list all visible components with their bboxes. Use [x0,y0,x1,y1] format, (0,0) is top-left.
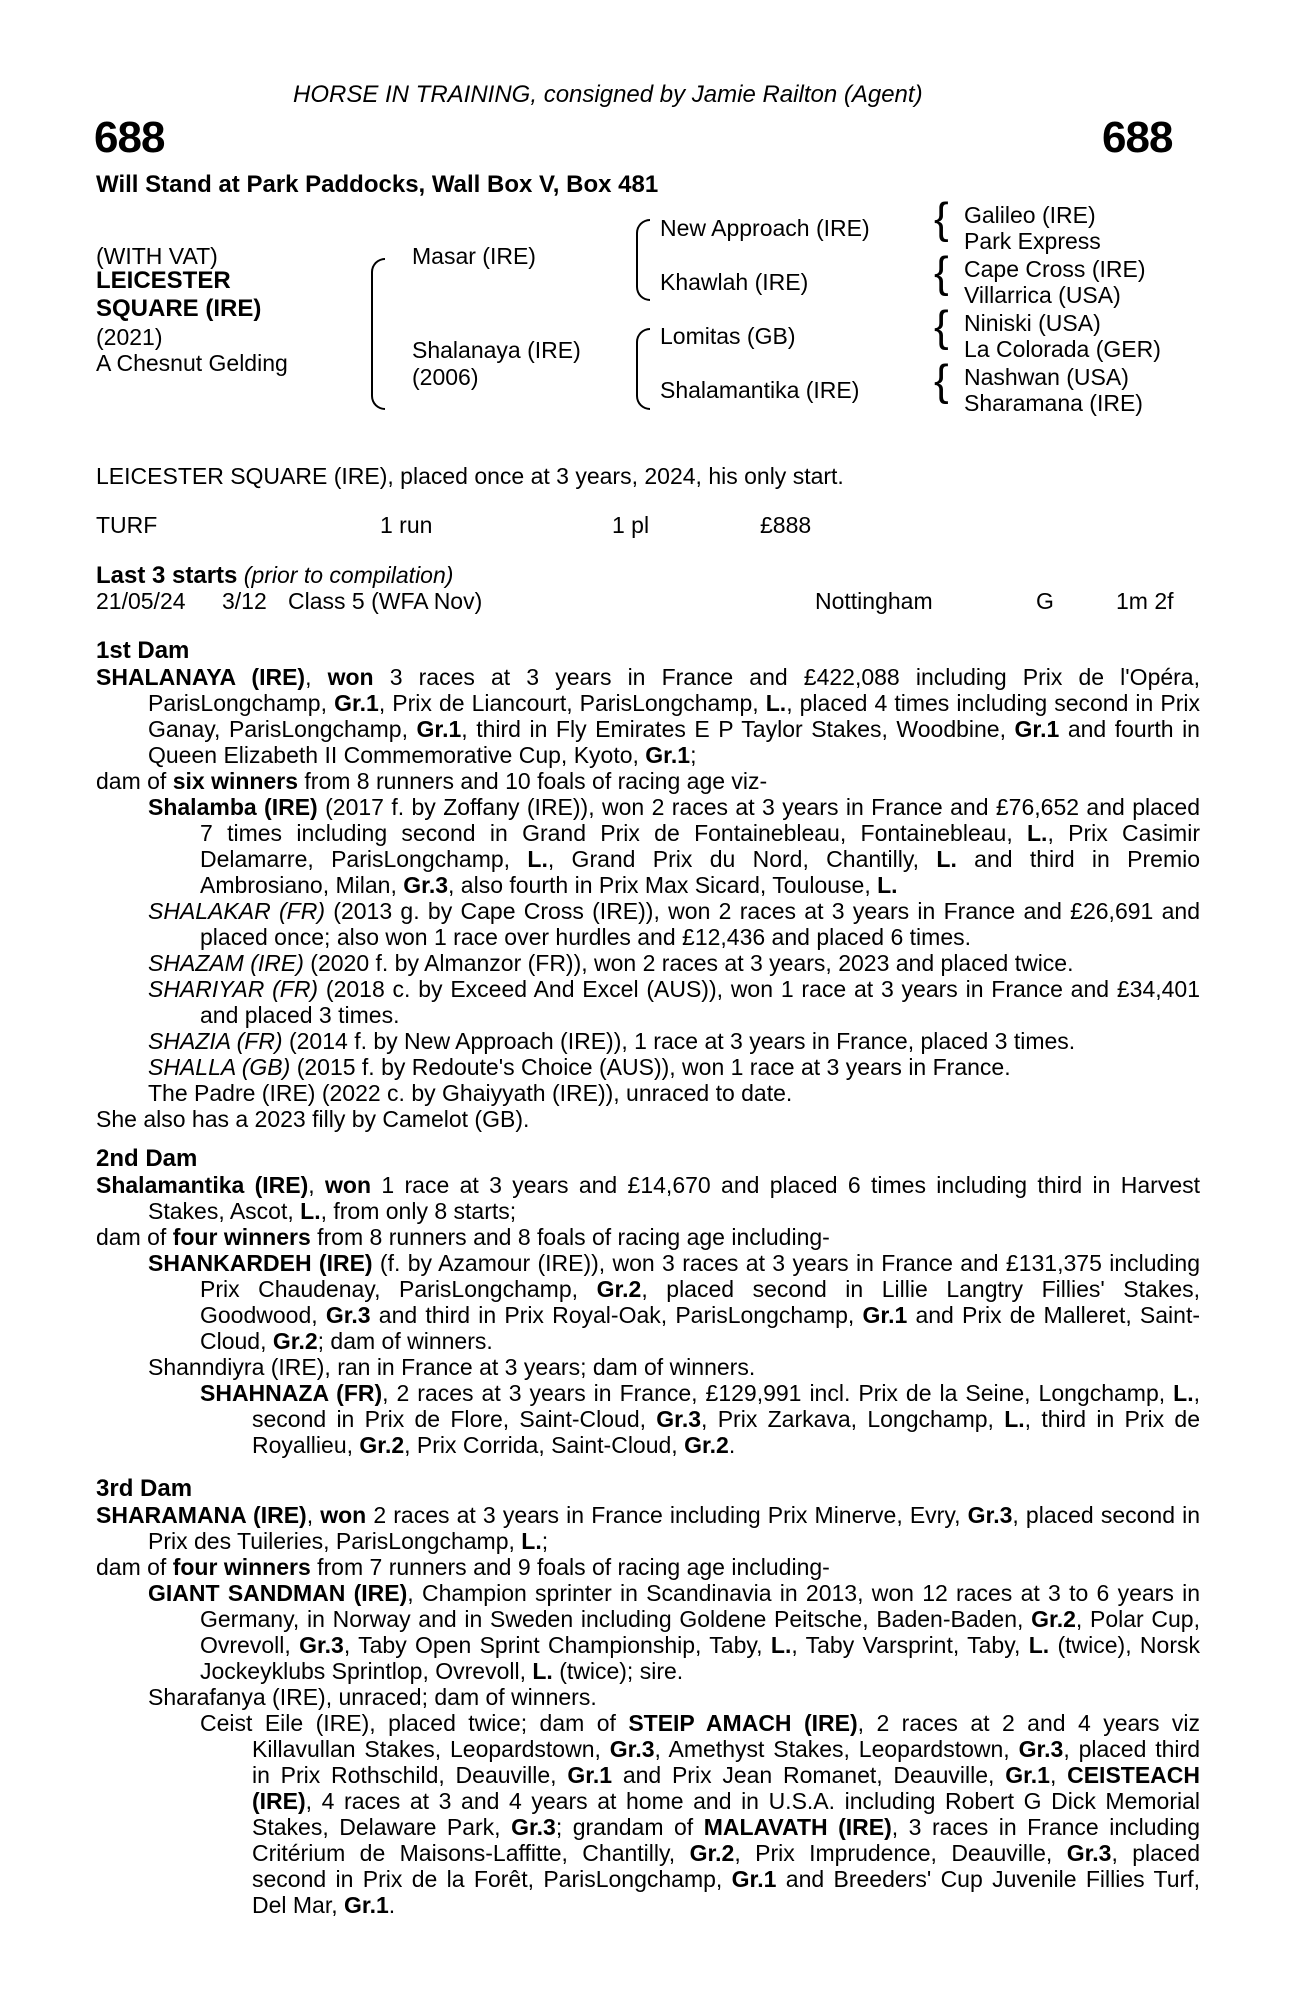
sdd: Villarrica (USA) [964,282,1121,308]
ssd: Park Express [964,228,1101,254]
dam-sire: Lomitas (GB) [660,323,796,349]
third-dam-record: SHARAMANA (IRE), won 2 races at 3 years in France including Prix Minerve, Evry, Gr.3, placed second in Prix des Tuileries, ParisLongchamp, L.; [96,1502,1201,1554]
lot-number-left: 688 [94,113,165,162]
first-dam-produce-summary: dam of six winners from 8 runners and 10 foals of racing age viz- [96,768,768,794]
horse-description: A Chesnut Gelding [96,350,288,376]
record-runs: 1 run [380,512,433,538]
produce-giant-sandman: GIANT SANDMAN (IRE), Champion sprinter in Scandinavia in 2013, won 12 races at 3 to 6 years in Germany, in Norway and in Sweden including Goldene Peitsche, Baden-Baden, Gr.2, Polar Cup, Ovrevoll, Gr.3, Taby Open Sprint Championship, Taby, L., Taby Varsprint, Taby, L. (twice), Norsk Jockeyklubs Sprintlop, Ovrevoll, L. (twice); sire. [148,1580,1200,1684]
third-dam-section [96,1476,1200,1918]
race-summary: LEICESTER SQUARE (IRE), placed once at 3 years, 2024, his only start. [96,463,844,489]
pedigree-brace-sire [636,219,650,301]
produce-shanndiyra: Shanndiyra (IRE), ran in France at 3 years; dam of winners. [148,1354,756,1380]
produce-shariyar: SHARIYAR (FR) (2018 c. by Exceed And Excel (AUS)), won 1 race at 3 years in France and £34,401 and placed 3 times. [148,976,1200,1028]
horse-year: (2021) [96,324,163,350]
vat-label: (WITH VAT) [96,243,218,269]
dam-name: SHALANAYA (IRE) [96,664,306,690]
start-date: 21/05/24 [96,588,186,614]
horse-name-line1: LEICESTER [96,267,231,294]
sire-sire: New Approach (IRE) [660,215,870,241]
start-course: Nottingham [815,588,933,614]
sss: Galileo (IRE) [964,202,1096,228]
first-dam-heading: 1st Dam [96,637,190,664]
second-dam-heading: 2nd Dam [96,1145,198,1172]
sds: Cape Cross (IRE) [964,256,1146,282]
pedigree-brace-dss: { [934,302,949,351]
second-dam-record: Shalamantika (IRE), won 1 race at 3 years and £14,670 and placed 6 times including third in Harvest Stakes, Ascot, L., from only 8 starts; [96,1172,1200,1224]
last-starts-note: (prior to compilation) [243,562,454,588]
record-earnings: £888 [760,512,812,538]
produce-2023-filly: She also has a 2023 filly by Camelot (GB). [96,1106,530,1132]
third-dam-produce-summary: dam of four winners from 7 runners and 9 foals of racing age including- [96,1554,830,1580]
produce-shazia: SHAZIA (FR) (2014 f. by New Approach (IRE)), 1 race at 3 years in France, placed 3 times. [148,1028,1076,1054]
start-position: 3/12 [222,588,267,614]
pedigree-brace-dam [636,328,650,410]
pedigree-brace-dds: { [934,356,949,405]
start-race: Class 5 (WFA Nov) [288,588,483,614]
third-dam-heading: 3rd Dam [96,1475,193,1502]
produce-shankardeh: SHANKARDEH (IRE) (f. by Azamour (IRE)), won 3 races at 3 years in France and £131,375 including Prix Chaudenay, ParisLongchamp, Gr.2, placed second in Lillie Langtry Fillies' Stakes, Goodwood, Gr.3 and third in Prix Royal-Oak, ParisLongchamp, Gr.1 and Prix de Malleret, Saint-Cloud, Gr.2; dam of winners. [148,1250,1201,1354]
produce-shazam: SHAZAM (IRE) (2020 f. by Almanzor (FR)), won 2 races at 3 years, 2023 and placed twice. [148,950,1074,976]
produce-ceist-eile: Ceist Eile (IRE), placed twice; dam of STEIP AMACH (IRE), 2 races at 2 and 4 years viz Killavullan Stakes, Leopardstown, Gr.3, Amethyst Stakes, Leopardstown, Gr.3, placed third in Prix Rothschild, Deauville, Gr.1 and Prix Jean Romanet, Deauville, Gr.1, CEISTEACH (IRE), 4 races at 3 and 4 years at home and in U.S.A. including Robert G Dick Memorial Stakes, Delaware Park, Gr.3; grandam of MALAVATH (IRE), 3 races in France including Critérium de Maisons-Laffitte, Chantilly, Gr.2, Prix Imprudence, Deauville, Gr.3, placed second in Prix de la Forêt, ParisLongchamp, Gr.1 and Breeders' Cup Juvenile Fillies Turf, Del Mar, Gr.1. [200,1710,1201,1918]
produce-shalla: SHALLA (GB) (2015 f. by Redoute's Choice (AUS)), won 1 race at 3 years in France. [148,1054,1011,1080]
second-dam-section [96,1146,1200,1458]
produce-shahnaza: SHAHNAZA (FR), 2 races at 3 years in France, £129,991 incl. Prix de la Seine, Longchamp, L., second in Prix de Flore, Saint-Cloud, Gr.3, Prix Zarkava, Longchamp, L., third in Prix de Royallieu, Gr.2, Prix Corrida, Saint-Cloud, Gr.2. [200,1380,1200,1458]
dam: Shalanaya (IRE) [412,337,581,363]
sire-dam: Khawlah (IRE) [660,269,809,295]
pedigree-brace-sds: { [934,248,949,297]
dds: Nashwan (USA) [964,364,1129,390]
produce-the-padre: The Padre (IRE) (2022 c. by Ghaiyyath (IRE)), unraced to date. [148,1080,793,1106]
record-placed: 1 pl [612,512,650,538]
pedigree-brace-main [371,258,385,410]
last-starts-title: Last 3 starts [96,562,238,589]
start-going: G [1036,588,1054,614]
sire: Masar (IRE) [412,243,536,269]
dss: Niniski (USA) [964,310,1101,336]
start-distance: 1m 2f [1116,588,1174,614]
dam-dam: Shalamantika (IRE) [660,377,860,403]
first-dam-section [96,638,1200,1132]
produce-sharafanya: Sharafanya (IRE), unraced; dam of winners. [148,1684,597,1710]
stand-location: Will Stand at Park Paddocks, Wall Box V, Box 481 [96,171,659,198]
pedigree-brace-sss: { [934,194,949,243]
horse-name-line2: SQUARE (IRE) [96,295,262,322]
produce-shalamba: Shalamba (IRE) (2017 f. by Zoffany (IRE)), won 2 races at 3 years in France and £76,652 and placed 7 times including second in Grand Prix de Fontainebleau, Fontainebleau, L., Prix Casimir Delamarre, ParisLongchamp, L., Grand Prix du Nord, Chantilly, L. and third in Premio Ambrosiano, Milan, Gr.3, also fourth in Prix Max Sicard, Toulouse, L. [148,794,1201,898]
dsd: La Colorada (GER) [964,336,1161,362]
ddd: Sharamana (IRE) [964,390,1143,416]
produce-shalakar: SHALAKAR (FR) (2013 g. by Cape Cross (IRE)), won 2 races at 3 years in France and £26,691 and placed once; also won 1 race over hurdles and £12,436 and placed 6 times. [148,898,1200,950]
last-starts-heading [96,562,453,589]
record-surface: TURF [96,512,158,538]
second-dam-produce-summary: dam of four winners from 8 runners and 8 foals of racing age including- [96,1224,830,1250]
lot-number-right: 688 [1102,113,1173,162]
catalogue-header: HORSE IN TRAINING, consigned by Jamie Railton (Agent) [293,81,923,108]
dam-year: (2006) [412,364,479,390]
first-dam-record: SHALANAYA (IRE), won 3 races at 3 years in France and £422,088 including Prix de l'Opéra, ParisLongchamp, Gr.1, Prix de Liancourt, ParisLongchamp, L., placed 4 times including second in Prix Ganay, ParisLongchamp, Gr.1, third in Fly Emirates E P Taylor Stakes, Woodbine, Gr.1 and fourth in Queen Elizabeth II Commemorative Cup, Kyoto, Gr.1; [96,664,1200,768]
